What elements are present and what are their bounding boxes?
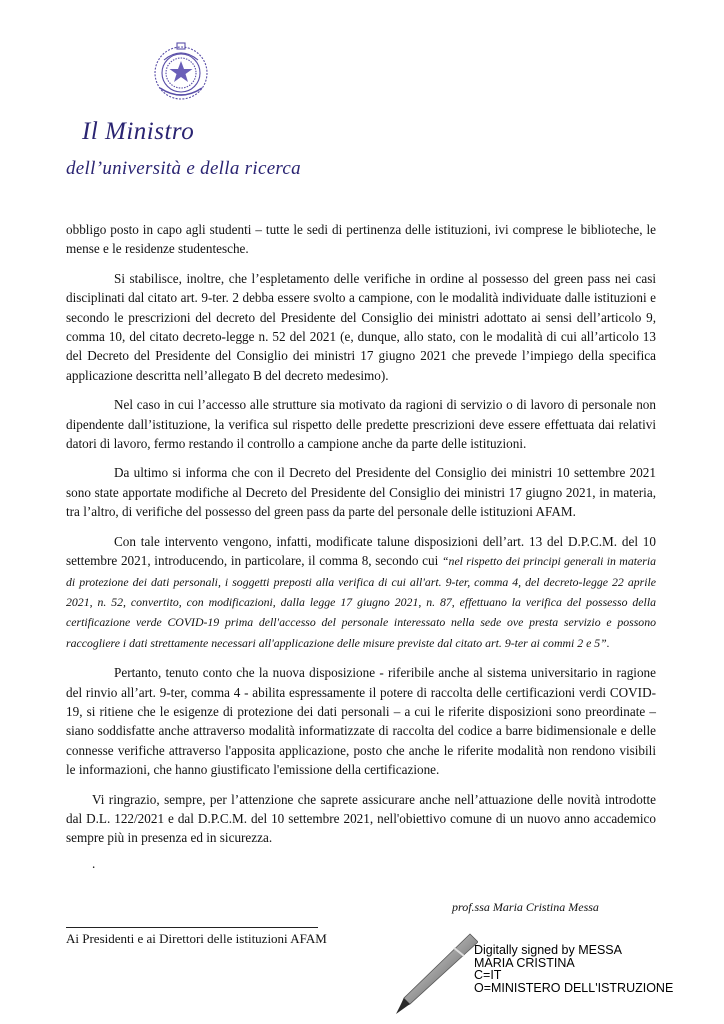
- paragraph-7: Vi ringrazio, sempre, per l’attenzione che saprete assicurare anche nell’attuazione delle novità introdotte dal D.L. 122/2021 e dal D.P.C.M. del 10 settembre 2021, nell'obiettivo comune di un nuovo anno accademico sempre più in presenza ed in sicurezza.: [66, 791, 656, 846]
- paragraph-1: obbligo posto in capo agli studenti – tutte le sedi di pertinenza delle istituzioni, ivi comprese le biblioteche, le mense e le residenze studentesche.: [66, 222, 656, 257]
- digital-signature-block: [474, 944, 673, 994]
- digital-signature-line-4: O=MINISTERO DELL'ISTRUZIONE: [474, 980, 674, 995]
- signer-name: prof.ssa Maria Cristina Messa: [452, 900, 599, 914]
- republic-emblem-icon: [150, 40, 212, 102]
- paragraph-2: Si stabilisce, inoltre, che l’espletamento delle verifiche in ordine al possesso del green pass nei casi disciplinati dal citato art. 9-ter. 2 debba essere svolto a campione, con le modalità individuate dalle istituzioni e secondo le prescrizioni del decreto del Presidente del Consiglio dei ministri adottato ai sensi dell’articolo 9, comma 10, del citato decreto-legge n. 52 del 2021 (e, dunque, allo stato, con le modalità di cui all’articolo 13 del Decreto del Presidente del Consiglio dei ministri 17 giugno 2021 che prevede l’impiego della specifica applicazione descritta nell’allegato B del decreto medesimo).: [66, 270, 656, 383]
- paragraph-4: Da ultimo si informa che con il Decreto del Presidente del Consiglio dei ministri 10 settembre 2021 sono state apportate modifiche al Decreto del Presidente del Consiglio dei ministri 17 giugno 2021, in materia, tra l’altro, di verifiche del possesso del green pass da parte del personale delle istituzioni AFAM.: [66, 465, 656, 520]
- paragraph-5-intro: Con tale intervento vengono, infatti, modificate talune disposizioni dell’art. 13 del D.P.C.M. del 10 settembre 2021, introducendo, in particolare, il comma 8, secondo cui: [66, 533, 656, 569]
- pen-icon: [384, 930, 478, 1016]
- ministry-subtitle: dell’università e della ricerca: [66, 158, 301, 179]
- divider-line: [66, 927, 318, 928]
- recipients-line: Ai Presidenti e ai Direttori delle istituzioni AFAM: [66, 931, 327, 946]
- paragraph-5: [66, 532, 656, 653]
- trailing-dot: .: [92, 855, 96, 871]
- digital-signature-line-3: C=IT: [474, 968, 502, 982]
- ministry-title: Il Ministro: [82, 118, 195, 145]
- digital-signature-line-1: Digitally signed by MESSA: [474, 943, 622, 957]
- paragraph-6: Pertanto, tenuto conto che la nuova disposizione - riferibile anche al sistema universitario in ragione del rinvio all’art. 9-ter, comma 4 - abilita espressamente il potere di raccolta delle certificazioni verdi COVID-19, si ritiene che le esigenze di protezione dei dati personali – a cui le riferite disposizioni sono preordinate – siano soddisfatte anche attraverso modalità informatizzate di raccolta del codice a barre bidimensionale e delle connesse verifiche attraverso l'apposita applicazione, posto che anche le riferite modalità non rendono visibili le informazioni, che hanno giustificato l'emissione della certificazione.: [66, 665, 656, 778]
- digital-signature-line-2: MARIA CRISTINA: [474, 955, 575, 970]
- paragraph-5-quote: “nel rispetto dei principi generali in materia di protezione dei dati personali, i soggetti preposti alla verifica di cui all'art. 9-ter, comma 4, del decreto-legge 22 aprile 2021, n. 52, convertito, con modificazioni, dalla legge 17 giugno 2021, n. 87, effettuano la verifica del possesso della certificazione verde COVID-19 prima dell'accesso del personale interessato nella sede ove presta servizio e possono raccogliere i dati strettamente necessari all'applicazione delle misure previste dal citato art. 9-ter ai commi 2 e 5”.: [66, 554, 656, 650]
- paragraph-3: Nel caso in cui l’accesso alle strutture sia motivato da ragioni di servizio o di lavoro di personale non dipendente dall’istituzione, la verifica sul rispetto delle predette prescrizioni deve essere effettuata dai relativi datori di lavoro, fermo restando il controllo a campione anche da parte delle istituzioni.: [66, 397, 656, 452]
- letter-body: [66, 220, 656, 872]
